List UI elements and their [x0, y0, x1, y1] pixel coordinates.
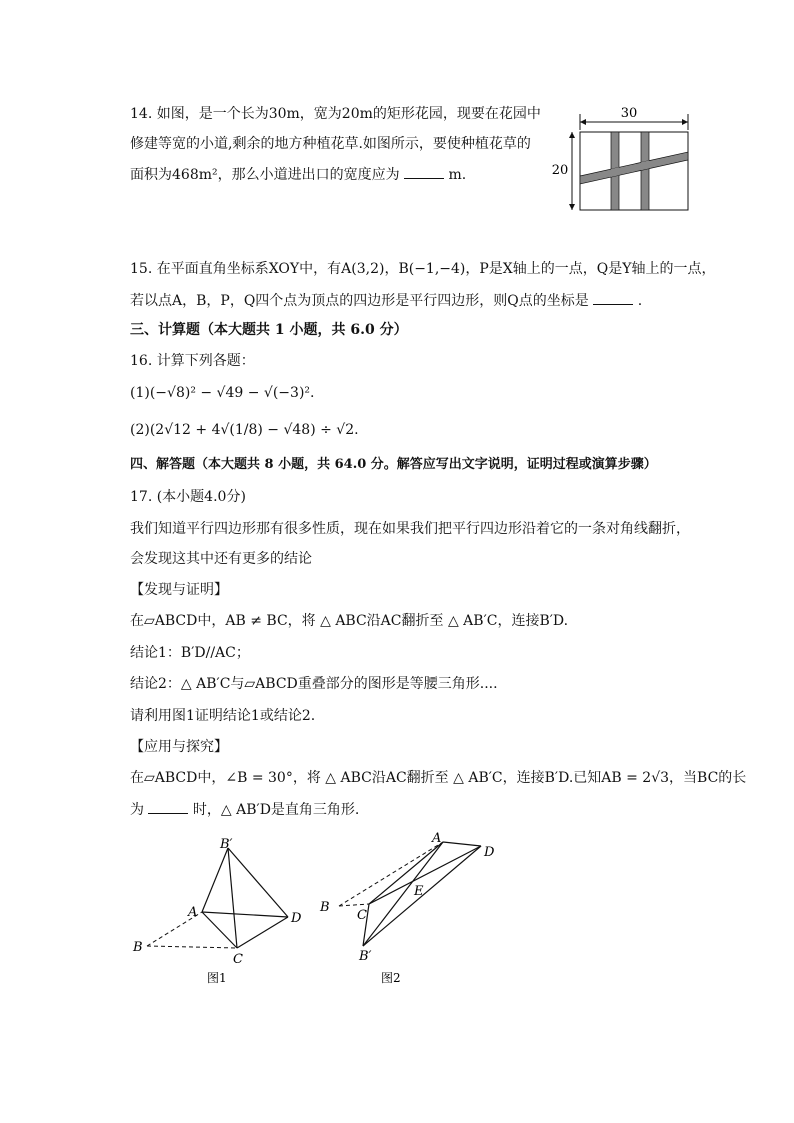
q17-intro2: 会发现这其中还有更多的结论 — [130, 551, 312, 567]
garden-figure — [550, 100, 700, 215]
fig2-label-D: D — [484, 845, 495, 860]
q17-apply-line2-start: 为 — [130, 802, 144, 818]
fig2-label-B: B — [320, 900, 330, 915]
fig1-label-B: B — [133, 940, 143, 955]
q16-title: 16. 计算下列各题： — [130, 353, 255, 369]
q17-conclusion1: 结论1：B′D//AC； — [130, 645, 250, 661]
fig1-label-D: D — [291, 911, 302, 926]
fig1-caption: 图1 — [207, 971, 227, 985]
answer-blank — [593, 290, 633, 305]
answer-blank — [404, 164, 444, 179]
fig-left-label: 20 — [551, 163, 569, 178]
fig2-label-C: C — [357, 908, 367, 923]
fig1-label-B-prime: B′ — [220, 837, 233, 852]
q17-heading-discover: 【发现与证明】 — [130, 582, 228, 598]
fig1-label-C: C — [233, 952, 243, 967]
q16-part2: (2)(2√12 + 4√(1/8) − √48) ÷ √2. — [130, 422, 359, 438]
q14-unit: m. — [448, 167, 467, 183]
q17-prove-request: 请利用图1证明结论1或结论2. — [130, 708, 316, 724]
q15-line2-text: 若以点A，B，P，Q四个点为顶点的四边形是平行四边形，则Q点的坐标是 — [130, 293, 589, 309]
fig2-label-A: A — [432, 831, 442, 846]
q15-line2 — [130, 290, 642, 311]
q14-line3-text: 面积为468m²，那么小道进出口的宽度应为 — [130, 167, 400, 183]
q15-line1: 15. 在平面直角坐标系XOY中，有A(3,2)，B(−1,−4)，P是X轴上的一点，Q是Y轴上的一点， — [130, 261, 716, 277]
q17-apply-line1: 在▱ABCD中，∠B = 30°，将 △ ABC沿AC翻折至 △ AB′C，连接B′D.已知AB = 2√3，当BC的长 — [130, 770, 747, 786]
fig2-label-E: E — [414, 884, 424, 899]
answer-blank — [148, 799, 188, 814]
figure-2 — [315, 828, 515, 990]
q14-line2: 修建等宽的小道,剩余的地方种植花草.如图所示，要使种植花草的 — [130, 136, 531, 152]
section-3-heading: 三、计算题（本大题共 1 小题，共 6.0 分） — [130, 322, 408, 338]
q14-line1: 14. 如图，是一个长为30m，宽为20m的矩形花园，现要在花园中 — [130, 106, 541, 122]
q15-end: . — [637, 293, 643, 309]
fig1-label-A: A — [188, 905, 198, 920]
q17-setup: 在▱ABCD中，AB ≠ BC，将 △ ABC沿AC翻折至 △ AB′C，连接B′D. — [130, 613, 569, 629]
q17-intro1: 我们知道平行四边形那有很多性质，现在如果我们把平行四边形沿着它的一条对角线翻折， — [130, 521, 690, 537]
fig2-label-B-prime: B′ — [359, 949, 372, 964]
q17-heading-apply: 【应用与探究】 — [130, 739, 228, 755]
q17-apply-line2 — [130, 799, 359, 820]
q17-conclusion2: 结论2：△ AB′C与▱ABCD重叠部分的图形是等腰三角形.... — [130, 676, 498, 692]
q17-apply-line2-end: 时，△ AB′D是直角三角形. — [192, 802, 360, 818]
q14-line3 — [130, 164, 466, 185]
section-4-heading: 四、解答题（本大题共 8 小题，共 64.0 分。解答应写出文字说明，证明过程或演算步骤） — [130, 457, 657, 472]
figure-1 — [125, 830, 315, 990]
fig2-caption: 图2 — [381, 971, 401, 985]
q16-part1: (1)(−√8)² − √49 − √(−3)². — [130, 385, 315, 401]
q17-title: 17. (本小题4.0分) — [130, 489, 246, 505]
fig-top-label: 30 — [620, 106, 638, 121]
